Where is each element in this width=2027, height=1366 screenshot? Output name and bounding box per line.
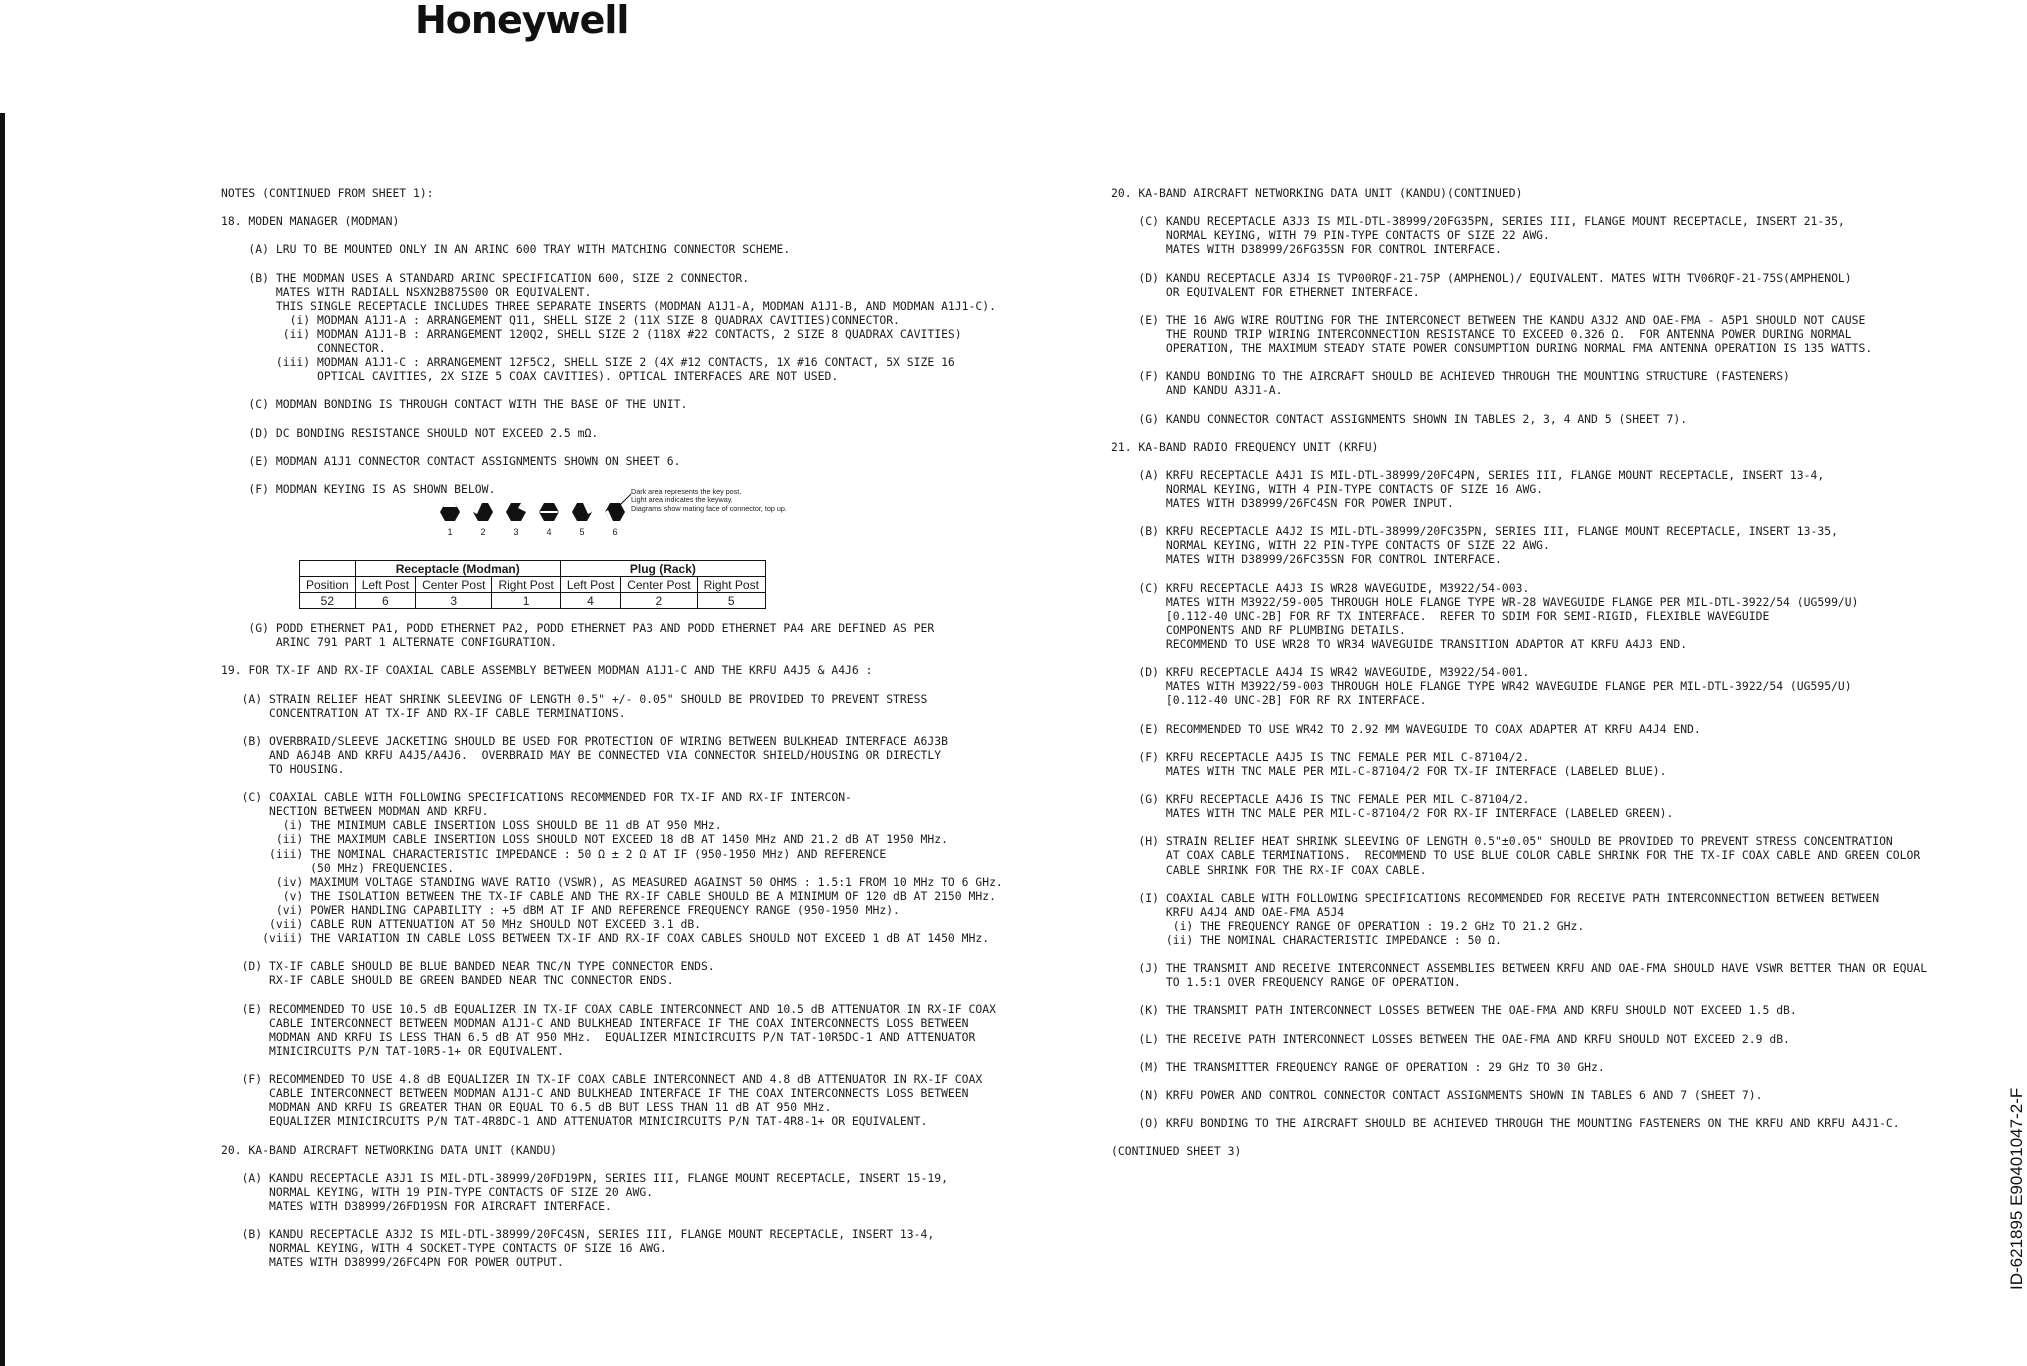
note-line: NORMAL KEYING, WITH 19 PIN-TYPE CONTACTS OF SIZE 20 AWG. [221, 1184, 654, 1199]
note-line: (iii) THE NOMINAL CHARACTERISTIC IMPEDANCE : 50 Ω ± 2 Ω AT IF (950-1950 MHz) AND REFERENCE [221, 846, 887, 861]
note-line: (C) MODMAN BONDING IS THROUGH CONTACT WITH THE BASE OF THE UNIT. [221, 397, 688, 412]
blank-line [221, 720, 1091, 734]
honeywell-logo: Honeywell [415, 0, 629, 42]
blank-line [1111, 510, 2011, 524]
table-cell: 52 [300, 593, 356, 609]
note-line: (CONTINUED SHEET 3) [1111, 1144, 1242, 1159]
blank-line [221, 468, 1091, 482]
blank-line [1111, 778, 2011, 792]
note-line: ARINC 791 PART 1 ALTERNATE CONFIGURATION. [221, 635, 558, 650]
note-line: (G) KRFU RECEPTACLE A4J6 IS TNC FEMALE PER MIL C-87104/2. [1111, 792, 1530, 807]
note-line: RECOMMEND TO USE WR28 TO WR34 WAVEGUIDE TRANSITION ADAPTOR AT KRFU A4J3 END. [1111, 637, 1688, 651]
blank-line [221, 649, 1091, 663]
note-line: (D) DC BONDING RESISTANCE SHOULD NOT EXCEED 2.5 mΩ. [221, 425, 599, 440]
note-line: (B) OVERBRAID/SLEEVE JACKETING SHOULD BE USED FOR PROTECTION OF WIRING BETWEEN BULKHEAD INTERFACE A6J3B [221, 733, 948, 748]
note-line: (F) KRFU RECEPTACLE A4J5 IS TNC FEMALE PER MIL C-87104/2. [1111, 749, 1530, 764]
blank-line [1111, 820, 2011, 834]
notes-block-20-21 [1111, 186, 2011, 1158]
blank-line [1111, 355, 2011, 369]
blank-line [221, 1213, 1091, 1227]
blank-line [221, 1058, 1091, 1072]
note-line: (ii) THE NOMINAL CHARACTERISTIC IMPEDANCE : 50 Ω. [1111, 932, 1502, 947]
note-line: EQUALIZER MINICIRCUITS P/N TAT-4R8DC-1 AND ATTENUATOR MINICIRCUITS P/N TAT-4R8-1+ OR EQUIVALENT. [221, 1114, 928, 1129]
note-line: NORMAL KEYING, WITH 4 SOCKET-TYPE CONTACTS OF SIZE 16 AWG. [221, 1241, 667, 1256]
note-line: MATES WITH RADIALL NSXN2B875S00 OR EQUIVALENT. [221, 284, 592, 299]
note-line: THIS SINGLE RECEPTACLE INCLUDES THREE SEPARATE INSERTS (MODMAN A1J1-A, MODMAN A1J1-B, AND MODMAN A1J1-C). [221, 298, 996, 313]
blank-line [1111, 651, 2011, 665]
blank-line [221, 440, 1091, 454]
blank-line [1111, 454, 2011, 468]
note-line: (vii) CABLE RUN ATTENUATION AT 50 MHz SHOULD NOT EXCEED 3.1 dB. [221, 917, 702, 932]
note-line: AT COAX CABLE TERMINATIONS. RECOMMEND TO USE BLUE COLOR CABLE SHRINK FOR THE TX-IF COAX CABLE AND GREEN COLOR [1111, 848, 1921, 863]
table-cell: 6 [355, 593, 415, 609]
key-number: 6 [612, 527, 618, 538]
blank-line [1111, 707, 2011, 721]
sheet-id: ID-621895 E90401047-2-F [2007, 1087, 2026, 1290]
note-line: (E) THE 16 AWG WIRE ROUTING FOR THE INTERCONECT BETWEEN THE KANDU A3J2 AND OAE-FMA - A5P1 SHOULD NOT CAUSE [1111, 312, 1866, 327]
note-line: COMPONENTS AND RF PLUMBING DETAILS. [1111, 622, 1406, 637]
note-line: MATES WITH TNC MALE PER MIL-C-87104/2 FOR RX-IF INTERFACE (LABELED GREEN). [1111, 806, 1674, 821]
blank-line [1111, 397, 2011, 411]
table-header: Center Post [621, 577, 697, 593]
note-line: (C) KANDU RECEPTACLE A3J3 IS MIL-DTL-38999/20FG35PN, SERIES III, FLANGE MOUNT RECEPTACLE, INSERT 21-35, [1111, 214, 1845, 229]
note-line: MATES WITH D38999/26FD19SN FOR AIRCRAFT INTERFACE. [221, 1198, 612, 1213]
blank-line [221, 1157, 1091, 1171]
table-group-header: Receptacle (Modman) [355, 561, 560, 577]
blank-line [1111, 299, 2011, 313]
note-line: MODMAN AND KRFU IS GREATER THAN OR EQUAL TO 6.5 dB BUT LESS THAN 11 dB AT 950 MHz. [221, 1100, 832, 1115]
note-line: (iv) MAXIMUM VOLTAGE STANDING WAVE RATIO (VSWR), AS MEASURED AGAINST 50 OHMS : 1.5:1 FROM 10 MHz TO 6 GHz. [221, 874, 1003, 889]
blank-line [1111, 567, 2011, 581]
note-line: AND A6J4B AND KRFU A4J5/A4J6. OVERBRAID MAY BE CONNECTED VIA CONNECTOR SHIELD/HOUSING OR DIRECTLY [221, 747, 942, 762]
note-line: (A) KRFU RECEPTACLE A4J1 IS MIL-DTL-38999/20FC4PN, SERIES III, FLANGE MOUNT RECEPTACLE, INSERT 13-4, [1111, 467, 1825, 482]
note-line: (50 MHz) FREQUENCIES. [221, 860, 455, 875]
note-line: (vi) POWER HANDLING CAPABILITY : +5 dBM AT IF AND REFERENCE FREQUENCY RANGE (950-1950 MHz). [221, 902, 900, 917]
note-line: (O) KRFU BONDING TO THE AIRCRAFT SHOULD BE ACHIEVED THROUGH THE MOUNTING FASTENERS ON THE KRFU AND KRFU A4J1-C. [1111, 1116, 1900, 1131]
note-line: AND KANDU A3J1-A. [1111, 383, 1283, 398]
note-line: (I) COAXIAL CABLE WITH FOLLOWING SPECIFICATIONS RECOMMENDED FOR RECEIVE PATH INTERCONNECTION BETWEEN BETWEEN [1111, 890, 1880, 905]
note-line: [0.112-40 UNC-2B] FOR RF RX INTERFACE. [1111, 693, 1427, 708]
key-position-3 [504, 502, 528, 539]
note-line: (v) THE ISOLATION BETWEEN THE TX-IF CABLE AND THE RX-IF CABLE SHOULD BE A MINIMUM OF 120 dB AT 2150 MHz. [221, 888, 996, 903]
blank-line [1111, 736, 2011, 750]
note-line: (B) KRFU RECEPTACLE A4J2 IS MIL-DTL-38999/20FC35PN, SERIES III, FLANGE MOUNT RECEPTACLE, INSERT 13-35, [1111, 524, 1838, 539]
note-line: (M) THE TRANSMITTER FREQUENCY RANGE OF OPERATION : 29 GHz TO 30 GHz. [1111, 1059, 1605, 1074]
key-number: 3 [513, 527, 519, 538]
blank-line [1111, 1046, 2011, 1060]
note-line: MATES WITH D38999/26FC35SN FOR CONTROL INTERFACE. [1111, 552, 1502, 567]
note-line: MATES WITH M3922/59-003 THROUGH HOLE FLANGE TYPE WR42 WAVEGUIDE FLANGE PER MIL-DTL-3922/54 (UG595/U) [1111, 679, 1852, 694]
blank-line [221, 945, 1091, 959]
notes-left-column [221, 186, 1091, 1269]
note-line: NORMAL KEYING, WITH 4 PIN-TYPE CONTACTS OF SIZE 16 AWG. [1111, 481, 1544, 496]
table-cell: 1 [492, 593, 560, 609]
blank-line [1111, 256, 2011, 270]
note-line: [0.112-40 UNC-2B] FOR RF TX INTERFACE. REFER TO SDIM FOR SEMI-RIGID, FLEXIBLE WAVEGUIDE [1111, 608, 1770, 623]
key-position-4 [537, 502, 561, 539]
note-line: (C) COAXIAL CABLE WITH FOLLOWING SPECIFICATIONS RECOMMENDED FOR TX-IF AND RX-IF INTERCON- [221, 790, 852, 805]
note-line: (D) TX-IF CABLE SHOULD BE BLUE BANDED NEAR TNC/N TYPE CONNECTOR ENDS. [221, 959, 715, 974]
note-line: (ii) THE MAXIMUM CABLE INSERTION LOSS SHOULD NOT EXCEED 18 dB AT 1450 MHz AND 21.2 dB AT 1950 MHz. [221, 832, 948, 847]
key-position-2 [471, 502, 495, 539]
note-line: (B) THE MODMAN USES A STANDARD ARINC SPECIFICATION 600, SIZE 2 CONNECTOR. [221, 270, 750, 285]
key-hexagon-icon [538, 502, 560, 522]
note-line: (i) MODMAN A1J1-A : ARRANGEMENT Q11, SHELL SIZE 2 (11X SIZE 8 QUADRAX CAVITIES)CONNECTOR. [221, 312, 900, 327]
note-line: OPERATION, THE MAXIMUM STEADY STATE POWER CONSUMPTION DURING NORMAL FMA ANTENNA OPERATION IS 135 WATTS. [1111, 341, 1873, 356]
left-margin-bar [0, 113, 5, 1366]
note-line: (G) PODD ETHERNET PA1, PODD ETHERNET PA2, PODD ETHERNET PA3 AND PODD ETHERNET PA4 ARE DEFINED AS PER [221, 621, 935, 636]
key-hexagon-icon [472, 502, 494, 522]
blank-line [1111, 989, 2011, 1003]
note-line: (E) RECOMMENDED TO USE 10.5 dB EQUALIZER IN TX-IF COAX CABLE INTERCONNECT AND 10.5 dB ATTENUATOR IN RX-IF COAX [221, 1001, 996, 1016]
blank-line [1111, 426, 2011, 440]
table-header: Center Post [416, 577, 492, 593]
note-line: MATES WITH M3922/59-005 THROUGH HOLE FLANGE TYPE WR-28 WAVEGUIDE FLANGE PER MIL-DTL-3922/54 (UG599/U) [1111, 594, 1859, 609]
note-line: RX-IF CABLE SHOULD BE GREEN BANDED NEAR TNC CONNECTOR ENDS. [221, 973, 674, 988]
key-hexagon-icon [439, 502, 461, 522]
blank-line [1111, 1130, 2011, 1144]
note-line: MODMAN AND KRFU IS LESS THAN 6.5 dB AT 950 MHz. EQUALIZER MINICIRCUITS P/N TAT-10R5DC-1 AND ATTENUATOR [221, 1029, 976, 1044]
note-line: NORMAL KEYING, WITH 79 PIN-TYPE CONTACTS OF SIZE 22 AWG. [1111, 228, 1550, 243]
note-line: (H) STRAIN RELIEF HEAT SHRINK SLEEVING OF LENGTH 0.5"±0.05" SHOULD BE PROVIDED TO PREVENT STRESS CONCENTRATION [1111, 834, 1893, 849]
key-position-1 [438, 502, 462, 539]
note-line: MATES WITH D38999/26FC4SN FOR POWER INPUT. [1111, 496, 1454, 511]
note-line: (F) RECOMMENDED TO USE 4.8 dB EQUALIZER IN TX-IF COAX CABLE INTERCONNECT AND 4.8 dB ATTENUATOR IN RX-IF COAX [221, 1072, 983, 1087]
note-line: NORMAL KEYING, WITH 22 PIN-TYPE CONTACTS OF SIZE 22 AWG. [1111, 538, 1550, 553]
table-header-row [300, 577, 766, 593]
table-cell: 4 [560, 593, 620, 609]
note-line: CABLE INTERCONNECT BETWEEN MODMAN A1J1-C AND BULKHEAD INTERFACE IF THE COAX INTERCONNECTS LOSS BETWEEN [221, 1015, 969, 1030]
note-line: (D) KRFU RECEPTACLE A4J4 IS WR42 WAVEGUIDE, M3922/54-001. [1111, 665, 1530, 680]
blank-line [221, 1128, 1091, 1142]
note-line: (D) KANDU RECEPTACLE A3J4 IS TVP00RQF-21-75P (AMPHENOL)/ EQUIVALENT. MATES WITH TV06RQF-21-75S(AMPHENOL) [1111, 270, 1852, 285]
table-cell: 5 [697, 593, 765, 609]
table-header: Position [300, 577, 356, 593]
blank-line [1111, 1074, 2011, 1088]
table-header: Right Post [697, 577, 765, 593]
note-line: CONNECTOR. [221, 341, 386, 356]
note-line: OR EQUIVALENT FOR ETHERNET INTERFACE. [1111, 284, 1420, 299]
table-header: Right Post [492, 577, 560, 593]
key-hexagon-icon [505, 502, 527, 522]
notes-right-column [1111, 186, 2011, 1158]
blank-line [221, 776, 1091, 790]
note-line: CONCENTRATION AT TX-IF AND RX-IF CABLE TERMINATIONS. [221, 705, 626, 720]
note-line: KRFU A4J4 AND OAE-FMA A5J4 [1111, 904, 1345, 919]
table-cell: 3 [416, 593, 492, 609]
blank-line [221, 383, 1091, 397]
note-line: CABLE INTERCONNECT BETWEEN MODMAN A1J1-C AND BULKHEAD INTERFACE IF THE COAX INTERCONNECTS LOSS BETWEEN [221, 1086, 969, 1101]
note-line: (ii) MODMAN A1J1-B : ARRANGEMENT 120Q2, SHELL SIZE 2 (118X #22 CONTACTS, 2 SIZE 8 QUADRAX CAVITIES) [221, 326, 962, 341]
note-line: (iii) MODMAN A1J1-C : ARRANGEMENT 12F5C2, SHELL SIZE 2 (4X #12 CONTACTS, 1X #16 CONTACT, 5X SIZE 16 [221, 355, 955, 370]
note-line: (viii) THE VARIATION IN CABLE LOSS BETWEEN TX-IF AND RX-IF COAX CABLES SHOULD NOT EXCEED 1 dB AT 1450 MHz. [221, 931, 990, 946]
blank-line [221, 988, 1091, 1002]
note-line: (E) MODMAN A1J1 CONNECTOR CONTACT ASSIGNMENTS SHOWN ON SHEET 6. [221, 453, 681, 468]
note-line: (E) RECOMMENDED TO USE WR42 TO 2.92 MM WAVEGUIDE TO COAX ADAPTER AT KRFU A4J4 END. [1111, 721, 1701, 736]
note-line: TO 1.5:1 OVER FREQUENCY RANGE OF OPERATION. [1111, 975, 1461, 990]
note-line: (A) STRAIN RELIEF HEAT SHRINK SLEEVING OF LENGTH 0.5" +/- 0.05" SHOULD BE PROVIDED TO PREVENT STRESS [221, 691, 928, 706]
blank-line [221, 200, 1091, 214]
notes-block-18 [221, 186, 1091, 496]
table-header: Left Post [355, 577, 415, 593]
note-line: (A) LRU TO BE MOUNTED ONLY IN AN ARINC 600 TRAY WITH MATCHING CONNECTOR SCHEME. [221, 242, 791, 257]
table-group-header: Plug (Rack) [560, 561, 765, 577]
note-line: NECTION BETWEEN MODMAN AND KRFU. [221, 804, 489, 819]
note-line: (J) THE TRANSMIT AND RECEIVE INTERCONNECT ASSEMBLIES BETWEEN KRFU AND OAE-FMA SHOULD HAVE VSWR BETTER THAN OR EQUAL [1111, 961, 1928, 976]
key-number: 2 [480, 527, 486, 538]
note-line: OPTICAL CAVITIES, 2X SIZE 5 COAX CAVITIES). OPTICAL INTERFACES ARE NOT USED. [221, 369, 839, 384]
blank-line [221, 412, 1091, 426]
note-line: 18. MODEN MANAGER (MODMAN) [221, 214, 400, 229]
blank-line [221, 228, 1091, 242]
blank-line [1111, 1102, 2011, 1116]
modman-keying-table [299, 560, 766, 609]
note-line: (N) KRFU POWER AND CONTROL CONNECTOR CONTACT ASSIGNMENTS SHOWN IN TABLES 6 AND 7 (SHEET 7). [1111, 1088, 1763, 1102]
note-line: CABLE SHRINK FOR THE RX-IF COAX CABLE. [1111, 862, 1427, 877]
table-row [300, 593, 766, 609]
blank-line [221, 256, 1091, 270]
note-line: MATES WITH TNC MALE PER MIL-C-87104/2 FOR TX-IF INTERFACE (LABELED BLUE). [1111, 763, 1667, 778]
note-line: (i) THE FREQUENCY RANGE OF OPERATION : 19.2 GHz TO 21.2 GHz. [1111, 918, 1585, 933]
note-line: THE ROUND TRIP WIRING INTERCONNECTION RESISTANCE TO EXCEED 0.326 Ω. FOR ANTENNA POWER DURING NORMAL [1111, 326, 1852, 341]
note-line: (i) THE MINIMUM CABLE INSERTION LOSS SHOULD BE 11 dB AT 950 MHz. [221, 818, 722, 833]
key-number: 5 [579, 527, 585, 538]
keying-legend: Dark area represents the key post. Light area indicates the keyway. Diagrams show mating face of connector, top up. [631, 487, 787, 513]
note-line: (F) MODMAN KEYING IS AS SHOWN BELOW. [221, 481, 496, 496]
note-line: TO HOUSING. [221, 762, 345, 776]
notes-block-18g-20 [221, 621, 1091, 1269]
key-number: 4 [546, 527, 552, 538]
note-line: MATES WITH D38999/26FG35SN FOR CONTROL INTERFACE. [1111, 242, 1502, 257]
blank-line [221, 677, 1091, 691]
note-line: 21. KA-BAND RADIO FREQUENCY UNIT (KRFU) [1111, 439, 1379, 454]
blank-line [1111, 947, 2011, 961]
note-line: MINICIRCUITS P/N TAT-10R5-1+ OR EQUIVALENT. [221, 1043, 564, 1058]
blank-line [1111, 200, 2011, 214]
note-line: (F) KANDU BONDING TO THE AIRCRAFT SHOULD BE ACHIEVED THROUGH THE MOUNTING STRUCTURE (FASTENERS) [1111, 369, 1790, 384]
note-line: 20. KA-BAND AIRCRAFT NETWORKING DATA UNIT (KANDU) [221, 1142, 558, 1157]
table-cell: 2 [621, 593, 697, 609]
note-line: (B) KANDU RECEPTACLE A3J2 IS MIL-DTL-38999/20FC4SN, SERIES III, FLANGE MOUNT RECEPTACLE, INSERT 13-4, [221, 1227, 935, 1242]
note-line: MATES WITH D38999/26FC4PN FOR POWER OUTPUT. [221, 1255, 564, 1270]
note-line: (L) THE RECEIVE PATH INTERCONNECT LOSSES BETWEEN THE OAE-FMA AND KRFU SHOULD NOT EXCEED 2.9 dB. [1111, 1031, 1790, 1046]
note-line: NOTES (CONTINUED FROM SHEET 1): [221, 186, 434, 200]
note-line: 20. KA-BAND AIRCRAFT NETWORKING DATA UNIT (KANDU)(CONTINUED) [1111, 186, 1523, 200]
key-position-5 [570, 502, 594, 539]
note-line: (K) THE TRANSMIT PATH INTERCONNECT LOSSES BETWEEN THE OAE-FMA AND KRFU SHOULD NOT EXCEED 1.5 dB. [1111, 1003, 1797, 1018]
note-line: (C) KRFU RECEPTACLE A4J3 IS WR28 WAVEGUIDE, M3922/54-003. [1111, 580, 1530, 595]
note-line: 19. FOR TX-IF AND RX-IF COAXIAL CABLE ASSEMBLY BETWEEN MODMAN A1J1-C AND THE KRFU A4J5 & A4J6 : [221, 663, 873, 678]
note-line: (G) KANDU CONNECTOR CONTACT ASSIGNMENTS SHOWN IN TABLES 2, 3, 4 AND 5 (SHEET 7). [1111, 411, 1688, 426]
table-header: Left Post [560, 577, 620, 593]
blank-line [1111, 877, 2011, 891]
key-hexagon-icon [571, 502, 593, 522]
blank-line [1111, 1018, 2011, 1032]
note-line: (A) KANDU RECEPTACLE A3J1 IS MIL-DTL-38999/20FD19PN, SERIES III, FLANGE MOUNT RECEPTACLE, INSERT 15-19, [221, 1170, 948, 1185]
key-number: 1 [447, 527, 453, 538]
